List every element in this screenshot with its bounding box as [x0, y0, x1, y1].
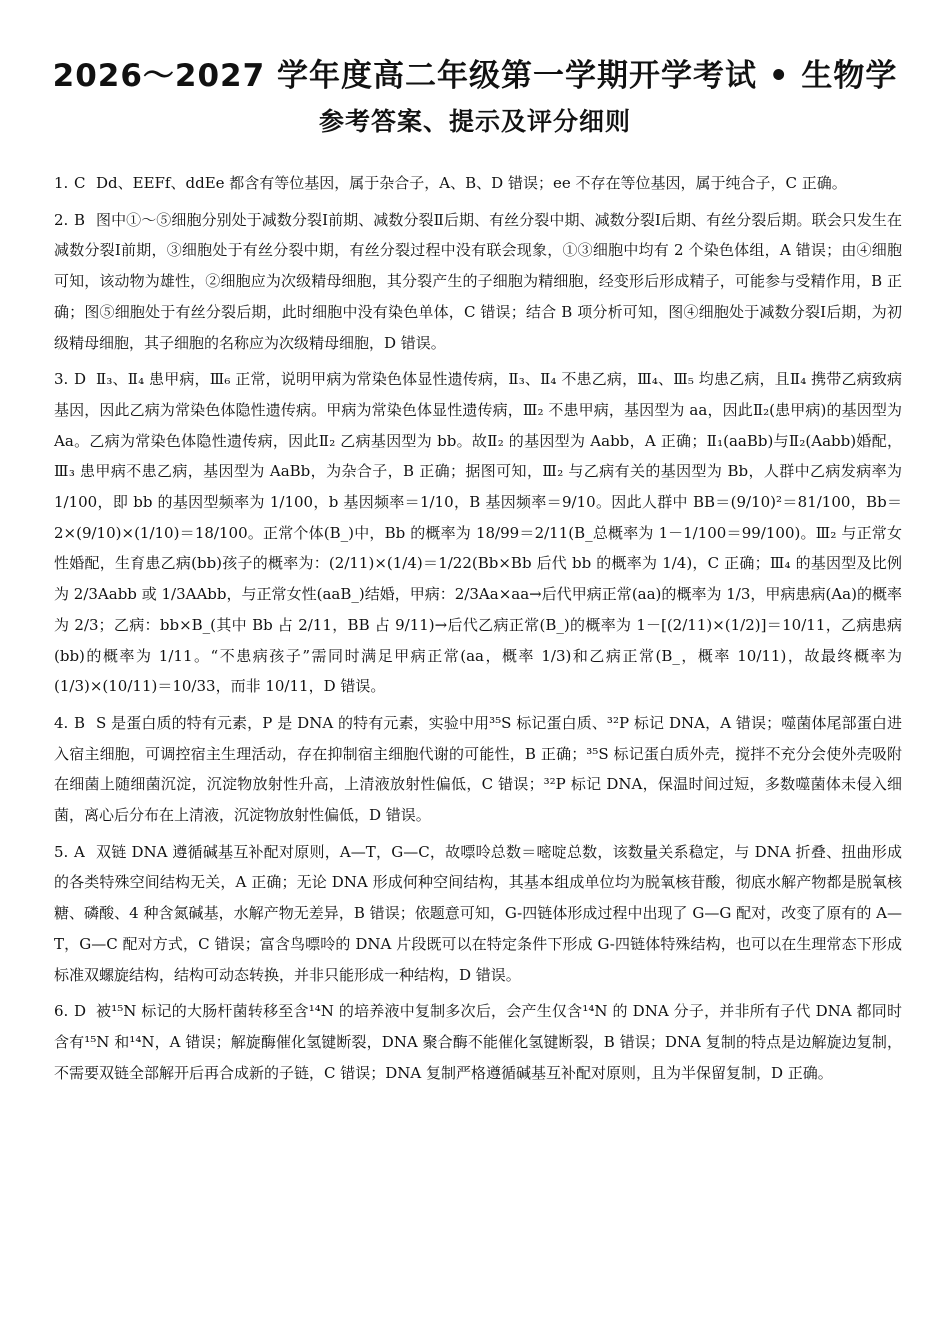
answer-letter: A: [74, 842, 85, 861]
answer-explanation: 图中①～⑤细胞分别处于减数分裂Ⅰ前期、减数分裂Ⅱ后期、有丝分裂中期、减数分裂Ⅰ后期、有丝分裂后期。联会只发生在减数分裂Ⅰ前期，③细胞处于有丝分裂中期，有丝分裂过程中没有联会现象，①③细胞中均有 2 个染色体组，A 错误；由④细胞可知，该动物为雄性，②细胞应为次级精母细胞，其分裂产生的子细胞为精细胞，经变形后形成精子，可能参与受精作用，B 正确；图⑤细胞处于有丝分裂后期，此时细胞中没有染色单体，C 错误；结合 B 项分析可知，图④细胞处于减数分裂Ⅰ后期，为初级精母细胞，其子细胞的名称应为次级精母细胞，D 错误。: [54, 210, 903, 352]
answer-item-1: [54, 168, 902, 199]
answer-number: 1.: [54, 174, 69, 192]
answer-number: 3.: [54, 370, 69, 389]
page-subtitle: 参考答案、提示及评分细则: [318, 107, 631, 136]
answer-item-4: [54, 708, 902, 831]
answer-number: 2.: [54, 210, 69, 229]
answer-explanation: Ⅱ₃、Ⅱ₄ 患甲病，Ⅲ₆ 正常，说明甲病为常染色体显性遗传病，Ⅱ₃、Ⅱ₄ 不患乙病，Ⅲ₄、Ⅲ₅ 均患乙病，且Ⅱ₄ 携带乙病致病基因，因此乙病为常染色体隐性遗传病。甲病为常染色体显性遗传病，Ⅲ₂ 不患甲病，基因型为 aa，因此Ⅱ₂(患甲病)的基因型为 Aa。乙病为常染色体隐性遗传病，因此Ⅱ₂ 乙病基因型为 bb。故Ⅱ₂ 的基因型为 Aabb，A 正确；Ⅱ₁(aaBb)与Ⅱ₂(Aabb)婚配，Ⅲ₃ 患甲病不患乙病，基因型为 AaBb，为杂合子，B 正确；据图可知，Ⅲ₂ 与乙病有关的基因型为 Bb，人群中乙病发病率为 1/100，即 bb 的基因型频率为 1/100，b 基因频率＝1/10，B 基因频率＝9/10。因此人群中 BB＝(9/10)²＝81/100，Bb＝2×(9/10)×(1/10)＝18/100。正常个体(B_)中，Bb 的概率为 18/99＝2/11(B_总概率为 1－1/100＝99/100)。Ⅲ₂ 与正常女性婚配，生育患乙病(bb)孩子的概率为：(2/11)×(1/4)＝1/22(Bb×Bb 后代 bb 的概率为 1/4)，C 正确；Ⅲ₄ 的基因型及比例为 2/3Aabb 或 1/3AAbb，与正常女性(aaB_)结婚，甲病：2/3Aa×aa→后代甲病正常(aa)的概率为 1/3，甲病患病(Aa)的概率为 2/3；乙病：bb×B_(其中 Bb 占 2/11，BB 占 9/11)→后代乙病正常(B_)的概率为 1－[(2/11)×(1/2)]＝10/11，乙病患病(bb)的概率为 1/11。“不患病孩子”需同时满足甲病正常(aa，概率 1/3)和乙病正常(B_，概率 10/11)，故最终概率为(1/3)×(10/11)＝10/33，而非 10/11，D 错误。: [54, 370, 902, 696]
answer-letter: D: [74, 370, 87, 389]
answer-item-3: [54, 364, 902, 702]
answer-explanation: 双链 DNA 遵循碱基互补配对原则，A—T，G—C，故嘌呤总数＝嘧啶总数，该数量关系稳定，与 DNA 折叠、扭曲形成的各类特殊空间结构无关，A 正确；无论 DNA 形成何种空间结构，其基本组成单位均为脱氧核苷酸，彻底水解产物都是脱氧核糖、磷酸、4 种含氮碱基，水解产物无差异，B 错误；依题意可知，G-四链体形成过程中出现了 G—G 配对，改变了原有的 A—T，G—C 配对方式，C 错误；富含鸟嘌呤的 DNA 片段既可以在特定条件下形成 G-四链体特殊结构，也可以在生理常态下形成标准双螺旋结构，结构可动态转换，并非只能形成一种结构，D 错误。: [54, 842, 902, 984]
answer-item-5: [54, 837, 902, 991]
answer-explanation: 被¹⁵N 标记的大肠杆菌转移至含¹⁴N 的培养液中复制多次后，会产生仅含¹⁴N 的 DNA 分子，并非所有子代 DNA 都同时含有¹⁵N 和¹⁴N，A 错误；解旋酶催化氢键断裂，DNA 聚合酶不能催化氢键断裂，B 错误；DNA 复制的特点是边解旋边复制，不需要双链全部解开后再合成新的子链，C 错误；DNA 复制严格遵循碱基互补配对原则，且为半保留复制，D 正确。: [54, 1002, 902, 1082]
answer-letter: B: [74, 210, 86, 229]
answer-number: 4.: [54, 713, 69, 732]
answer-letter: C: [74, 174, 86, 192]
answer-item-2: [54, 205, 902, 359]
answer-list: [54, 168, 902, 1094]
answer-explanation: Dd、EEFf、ddEe 都含有等位基因，属于杂合子，A、B、D 错误；ee 不存在等位基因，属于纯合子，C 正确。: [96, 174, 847, 192]
answer-item-6: [54, 996, 902, 1088]
page-title: 2026～2027 学年度高二年级第一学期开学考试 • 生物学: [52, 58, 898, 94]
answer-number: 5.: [54, 842, 69, 861]
answer-number: 6.: [54, 1002, 69, 1021]
answer-letter: D: [74, 1002, 87, 1021]
answer-letter: B: [74, 713, 86, 732]
answer-explanation: S 是蛋白质的特有元素，P 是 DNA 的特有元素，实验中用³⁵S 标记蛋白质、³²P 标记 DNA，A 错误；噬菌体尾部蛋白进入宿主细胞，可调控宿主生理活动，存在抑制宿主细胞代谢的可能性，B 正确；³⁵S 标记蛋白质外壳，搅拌不充分会使外壳吸附在细菌上随细菌沉淀，沉淀物放射性升高，上清液放射性偏低，C 错误；³²P 标记 DNA，保温时间过短，多数噬菌体未侵入细菌，离心后分布在上清液，沉淀物放射性偏低，D 错误。: [54, 713, 902, 825]
